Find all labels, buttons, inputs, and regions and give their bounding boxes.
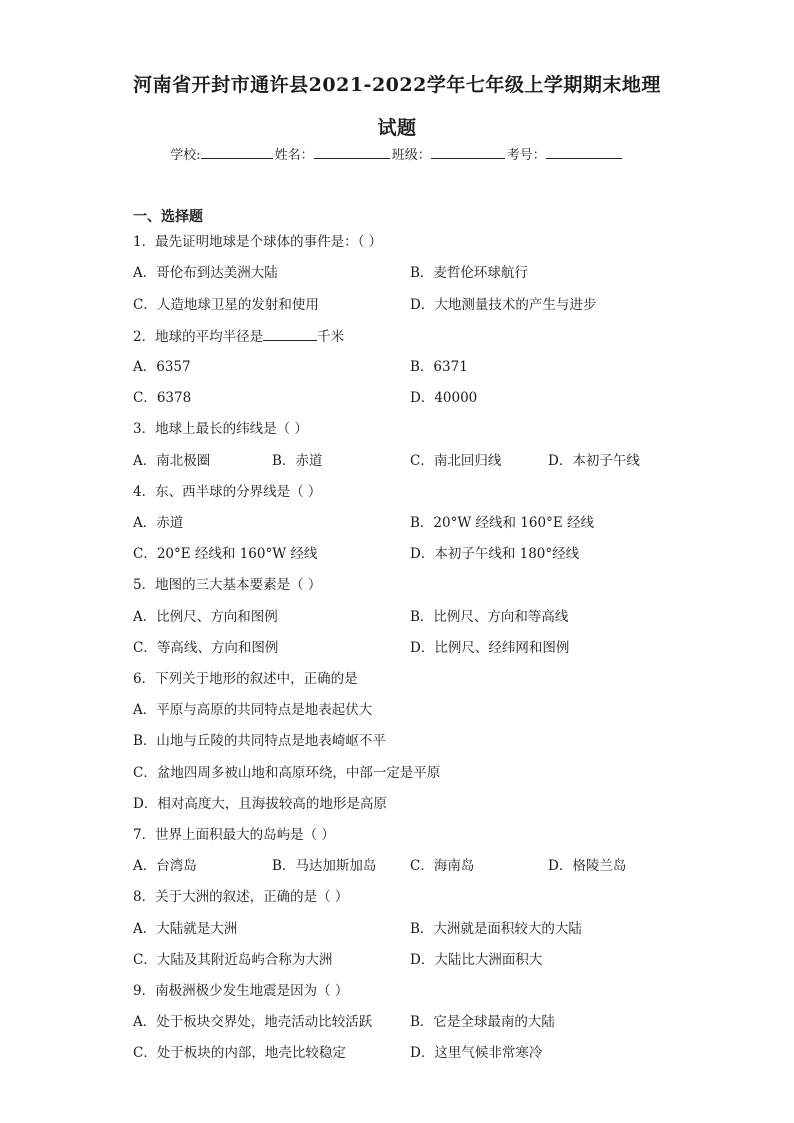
- option-b: B．它是全球最南的大陆: [410, 1014, 555, 1030]
- question-stem: 1．最先证明地球是个球体的事件是：（ ）: [133, 234, 383, 250]
- school-label: 学校:: [170, 148, 201, 163]
- name-label: 姓名：: [274, 148, 314, 163]
- question-stem: 5．地图的三大基本要素是（ ）: [133, 577, 322, 593]
- option-c: C．6378: [133, 390, 192, 406]
- question-stem: 8．关于大洲的叙述，正确的是（ ）: [133, 889, 349, 905]
- option-a: A．台湾岛: [133, 858, 197, 874]
- option-b: B．麦哲伦环球航行: [410, 265, 528, 281]
- option-d: D．大陆比大洲面积大: [410, 952, 543, 968]
- option-a: A．比例尺、方向和图例: [133, 609, 278, 625]
- option-d: D．本初子午线和 180°经线: [410, 546, 580, 562]
- question-stem: 3．地球上最长的纬线是（ ）: [133, 421, 308, 437]
- option-c: C．盆地四周多被山地和高原环绕，中部一定是平原: [133, 765, 441, 781]
- option-d: D．本初子午线: [548, 453, 640, 469]
- option-b: B．6371: [410, 359, 468, 375]
- option-a: A．赤道: [133, 515, 184, 531]
- option-c: C．人造地球卫星的发射和使用: [133, 297, 319, 313]
- option-a: A．哥伦布到达美洲大陆: [133, 265, 278, 281]
- exam-title-line2: 试题: [377, 117, 417, 139]
- answer-blank: [263, 327, 317, 341]
- option-a: A．大陆就是大洲: [133, 921, 238, 937]
- option-a: A．处于板块交界处，地壳活动比较活跃: [133, 1014, 373, 1030]
- option-d: D．大地测量技术的产生与进步: [410, 297, 597, 313]
- name-blank[interactable]: [314, 144, 390, 159]
- question-stem: 9．南极洲极少发生地震是因为（ ）: [133, 983, 349, 999]
- option-b: B．20°W 经线和 160°E 经线: [410, 515, 594, 531]
- exam-no-label: 考号：: [506, 148, 546, 163]
- option-c: C．处于板块的内部，地壳比较稳定: [133, 1045, 346, 1061]
- question-stem-pre: 2．地球的平均半径是: [133, 329, 264, 345]
- option-c: C．等高线、方向和图例: [133, 640, 279, 656]
- question-stem-post: 千米: [317, 329, 345, 345]
- class-blank[interactable]: [431, 144, 505, 159]
- question-stem: 7．世界上面积最大的岛屿是（ ）: [133, 827, 335, 843]
- option-d: D．格陵兰岛: [548, 858, 627, 874]
- exam-no-blank[interactable]: [546, 144, 622, 159]
- option-d: D．40000: [410, 390, 478, 406]
- question-stem: 4．东、西半球的分界线是（ ）: [133, 484, 322, 500]
- question-stem: [133, 327, 344, 346]
- exam-title-line1: 河南省开封市通许县2021-2022学年七年级上学期期末地理: [133, 74, 661, 96]
- option-d: D．比例尺、经纬网和图例: [410, 640, 570, 656]
- option-a: A．平原与高原的共同特点是地表起伏大: [133, 702, 373, 718]
- option-b: B．山地与丘陵的共同特点是地表崎岖不平: [133, 733, 386, 749]
- option-b: B．马达加斯加岛: [272, 858, 377, 874]
- option-b: B．赤道: [272, 453, 323, 469]
- option-b: B．比例尺、方向和等高线: [410, 609, 569, 625]
- option-c: C．20°E 经线和 160°W 经线: [133, 546, 318, 562]
- class-label: 班级：: [391, 148, 431, 163]
- option-a: A．6357: [133, 359, 191, 375]
- option-c: C．海南岛: [410, 858, 475, 874]
- question-stem: 6．下列关于地形的叙述中，正确的是: [133, 671, 358, 687]
- option-c: C．大陆及其附近岛屿合称为大洲: [133, 952, 333, 968]
- student-info-row: [0, 144, 794, 163]
- option-d: D．这里气候非常寒冷: [410, 1045, 543, 1061]
- option-c: C．南北回归线: [410, 453, 502, 469]
- section-title: 一、选择题: [133, 209, 203, 225]
- option-d: D．相对高度大，且海拔较高的地形是高原: [133, 796, 387, 812]
- option-b: B．大洲就是面积较大的大陆: [410, 921, 582, 937]
- option-a: A．南北极圈: [133, 453, 211, 469]
- school-blank[interactable]: [201, 144, 273, 159]
